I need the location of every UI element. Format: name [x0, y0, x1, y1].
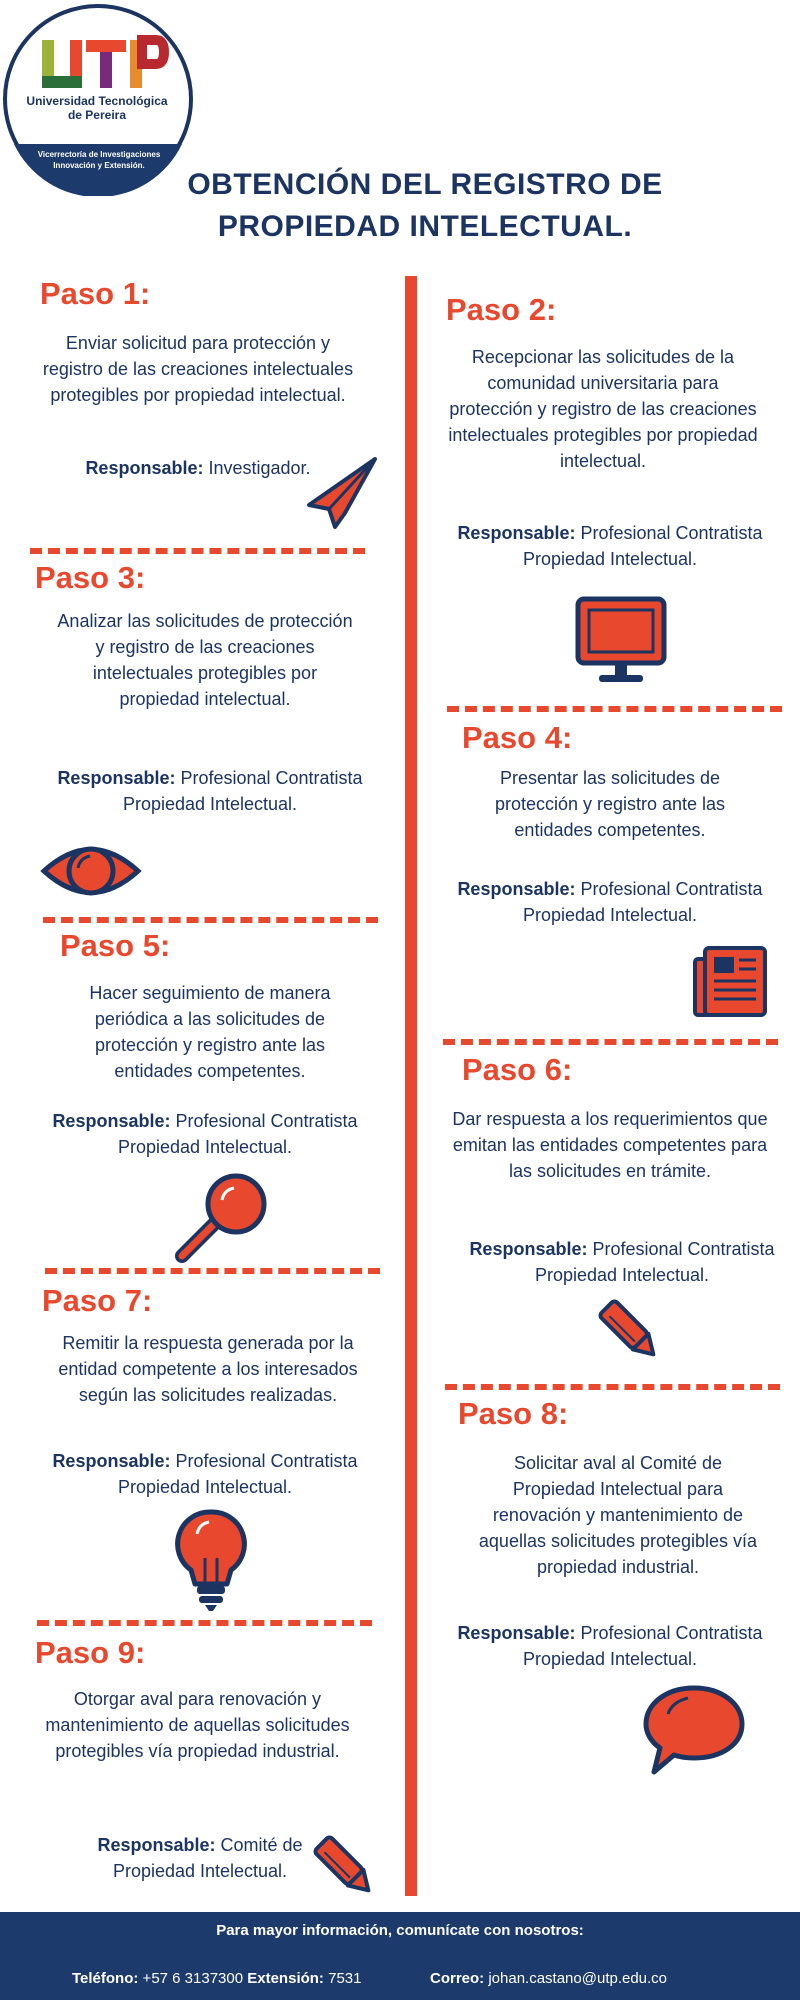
divider — [43, 917, 378, 923]
step-2-heading: Paso 2: — [446, 292, 557, 327]
divider — [30, 548, 365, 554]
step-5-responsable: Responsable: Profesional Contratista Propiedad Intelectual. — [52, 1111, 358, 1157]
footer-email[interactable]: Correo: johan.castano@utp.edu.co — [430, 1970, 668, 1987]
step-1-responsable: Responsable: Investigador. — [85, 458, 311, 478]
step-3-heading: Paso 3: — [35, 560, 146, 595]
page-title: OBTENCIÓN DEL REGISTRO DE PROPIEDAD INTELECTUAL. — [187, 168, 663, 243]
footer-phone: Teléfono: +57 6 3137300 Extensión: 7531 — [72, 1970, 362, 1987]
step-7-text: Remitir la respuesta generada por la entidad competente a los interesados según las solicitudes realizadas. — [58, 1333, 358, 1405]
divider — [445, 1384, 780, 1390]
step-5-heading: Paso 5: — [60, 928, 171, 963]
step-9-heading: Paso 9: — [35, 1635, 146, 1670]
step-2-text: Recepcionar las solicitudes de la comunidad universitaria para protección y registro de las creaciones intelectuales protegibles por propiedad intelectual. — [448, 347, 758, 471]
magnifier-icon — [172, 1170, 272, 1271]
contact-footer — [0, 1912, 800, 2000]
newspaper-icon — [692, 945, 768, 1024]
speech-bubble-icon — [642, 1684, 746, 1781]
step-7-responsable: Responsable: Profesional Contratista Propiedad Intelectual. — [52, 1451, 358, 1497]
paper-plane-icon — [305, 455, 380, 535]
step-2-responsable: Responsable: Profesional Contratista Propiedad Intelectual. — [457, 523, 763, 569]
center-divider — [405, 276, 417, 1896]
step-1-text: Enviar solicitud para protección y registro de las creaciones intelectuales protegibles por propiedad intelectual. — [42, 333, 354, 405]
step-3-text: Analizar las solicitudes de protección y registro de las creaciones intelectuales protegibles por propiedad intelectual. — [57, 611, 353, 709]
eye-icon — [40, 838, 142, 909]
step-4-text: Presentar las solicitudes de protección y registro ante las entidades competentes. — [494, 768, 726, 840]
divider — [447, 706, 782, 712]
step-4-responsable: Responsable: Profesional Contratista Propiedad Intelectual. — [457, 879, 763, 925]
footer-info: Para mayor información, comunícate con nosotros: — [216, 1922, 584, 1939]
step-9-text: Otorgar aval para renovación y mantenimiento de aquellas solicitudes protegibles vía propiedad industrial. — [45, 1689, 350, 1761]
logo-name: Universidad Tecnológica de Pereira — [26, 94, 168, 122]
logo-subtitle: Vicerrectoría de Investigaciones Innovación y Extensión. — [37, 150, 161, 170]
step-6-heading: Paso 6: — [462, 1052, 573, 1087]
step-8-text: Solicitar aval al Comité de Propiedad Intelectual para renovación y mantenimiento de aquellas solicitudes protegibles vía propiedad industrial. — [478, 1453, 758, 1577]
step-9-responsable: Responsable: Comité de Propiedad Intelectual. — [97, 1835, 303, 1881]
divider — [37, 1620, 372, 1626]
step-3-responsable: Responsable: Profesional Contratista Propiedad Intelectual. — [57, 768, 363, 814]
pencil-icon — [595, 1296, 665, 1371]
step-6-text: Dar respuesta a los requerimientos que emitan las entidades competentes para las solicitudes en trámite. — [452, 1109, 768, 1181]
step-1-heading: Paso 1: — [40, 276, 151, 311]
step-4-heading: Paso 4: — [462, 720, 573, 755]
monitor-icon — [575, 596, 667, 691]
divider — [443, 1039, 778, 1045]
divider — [45, 1268, 380, 1274]
step-6-responsable: Responsable: Profesional Contratista Propiedad Intelectual. — [469, 1239, 775, 1285]
lightbulb-icon — [175, 1508, 247, 1619]
step-8-heading: Paso 8: — [458, 1396, 569, 1431]
step-7-heading: Paso 7: — [42, 1283, 153, 1318]
step-5-text: Hacer seguimiento de manera periódica a las solicitudes de protección y registro ante las entidades competentes. — [89, 983, 331, 1081]
pencil-icon — [310, 1832, 380, 1907]
step-8-responsable: Responsable: Profesional Contratista Propiedad Intelectual. — [457, 1623, 763, 1669]
